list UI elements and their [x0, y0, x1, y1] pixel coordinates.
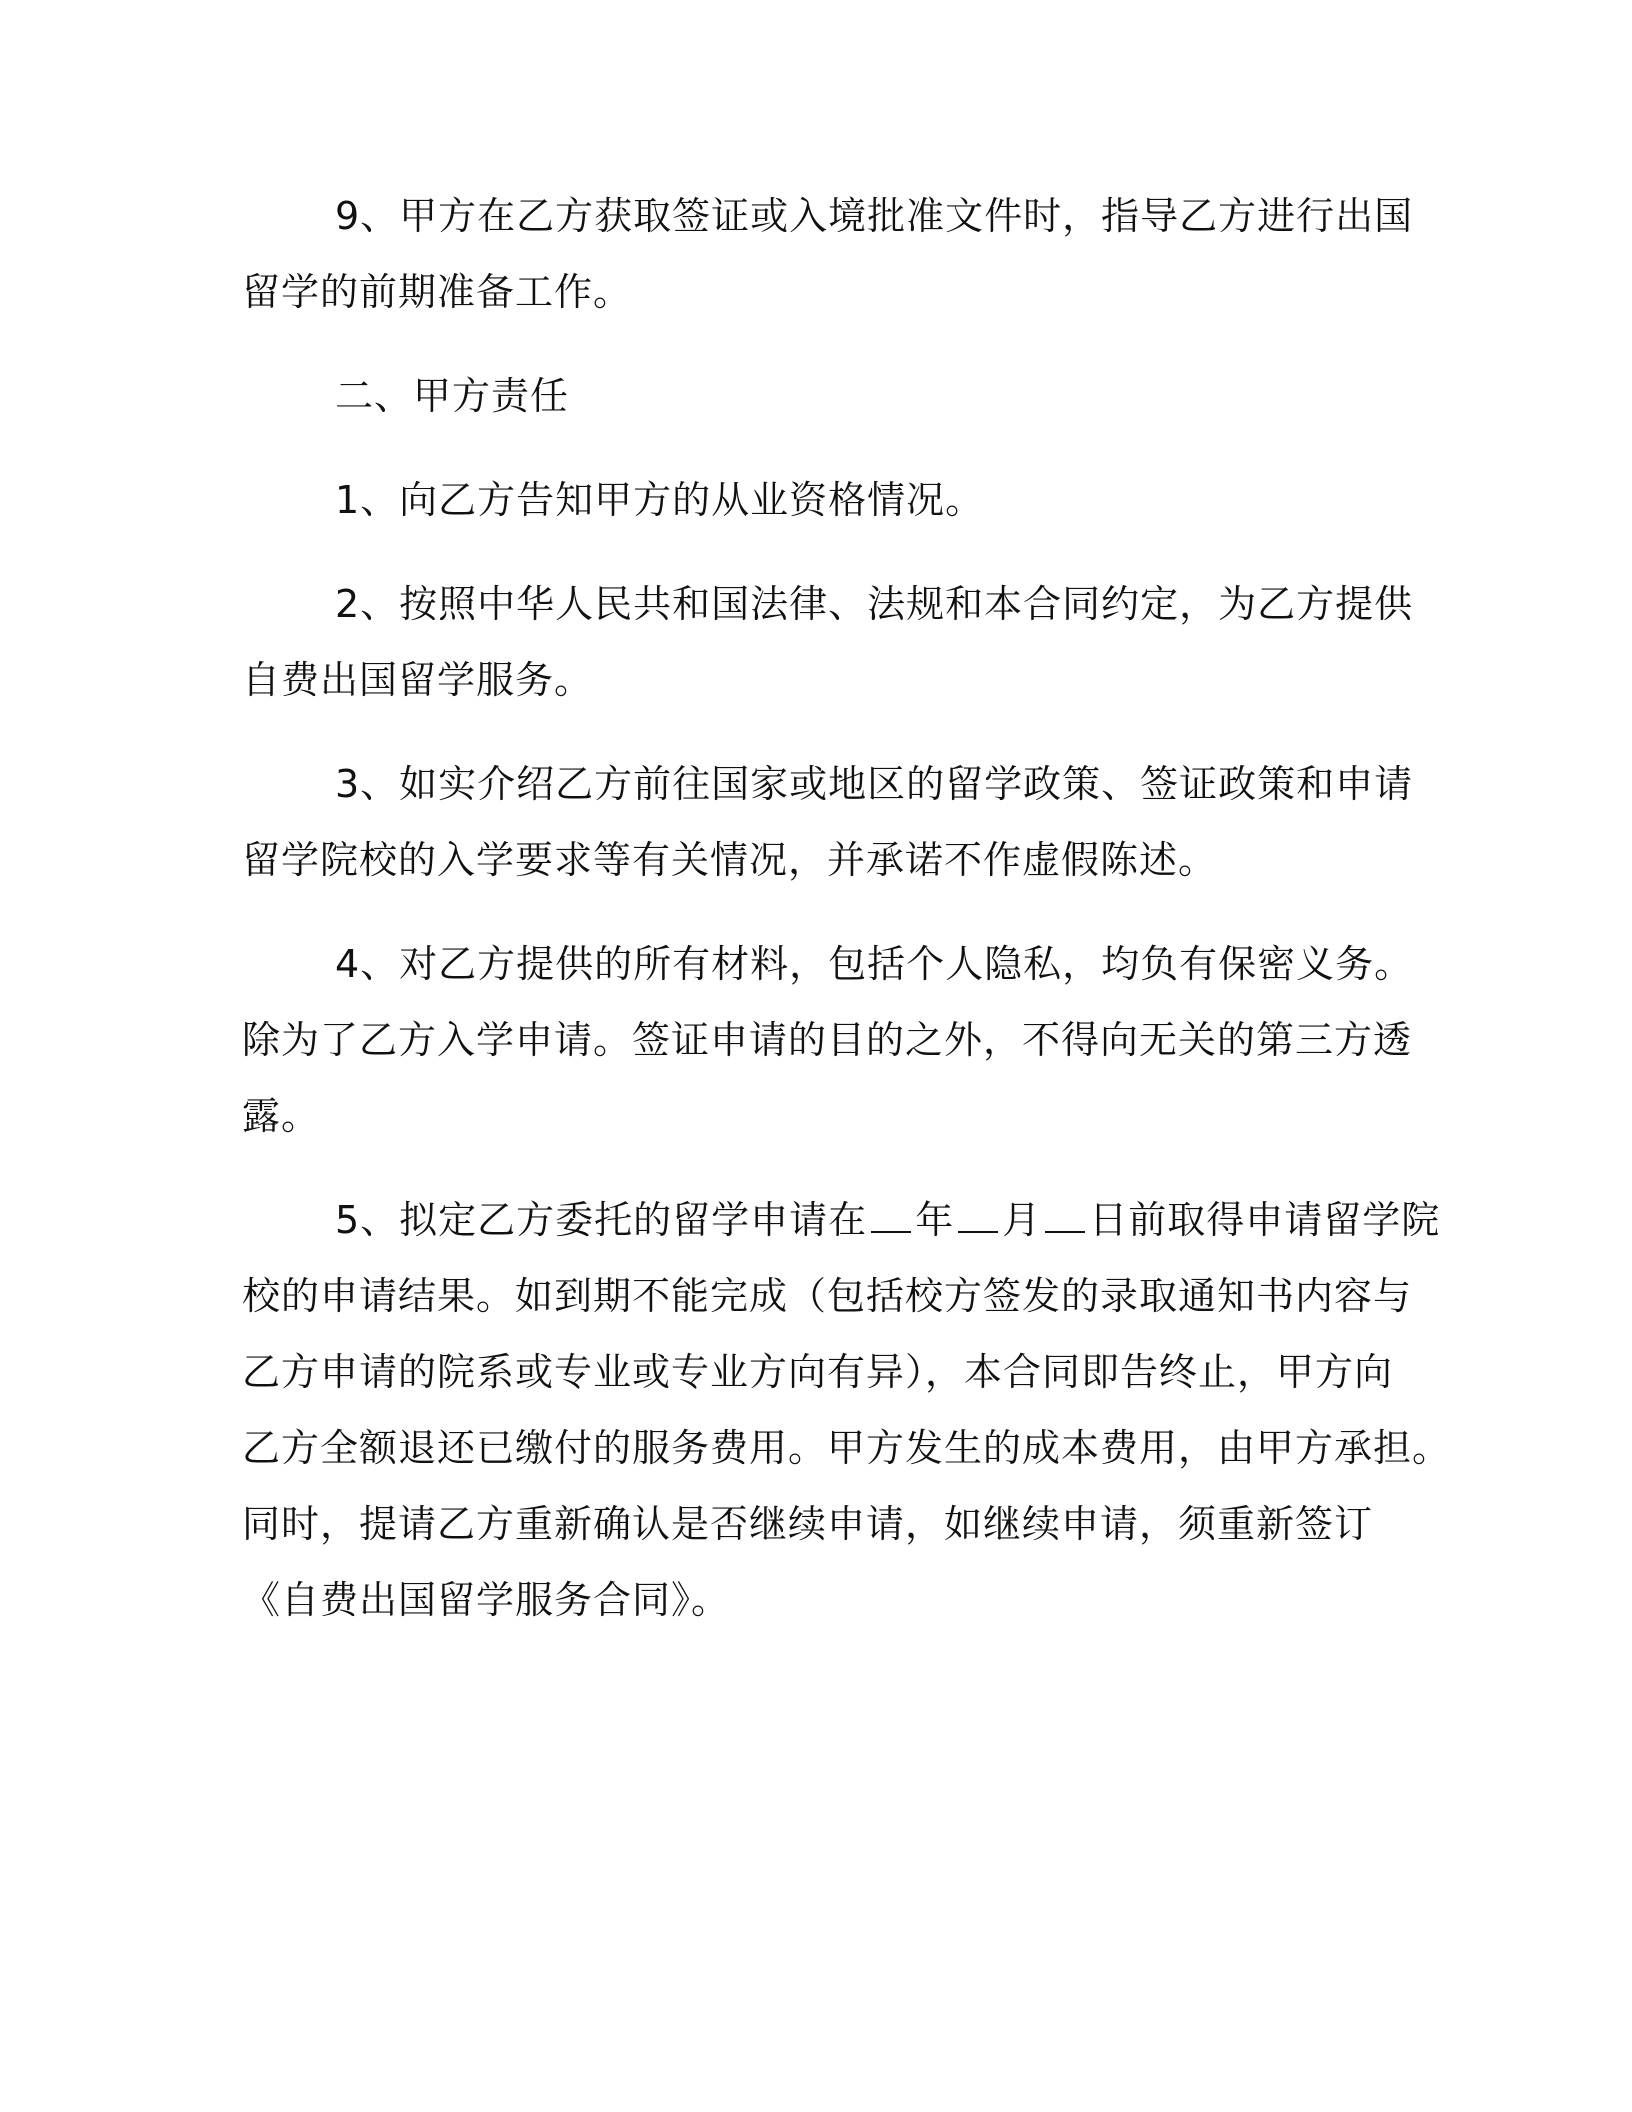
day-blank — [1045, 1197, 1085, 1233]
clause-5 — [242, 1182, 1452, 1638]
clause-5-line-6: 《自费出国留学服务合同》。 — [242, 1578, 731, 1622]
clause-5-line-3: 乙方申请的院系或专业或专业方向有异），本合同即告终止，甲方向 — [242, 1350, 1394, 1394]
clause-5-line-1 — [242, 1182, 1441, 1258]
clause-1 — [242, 462, 1390, 538]
clause-5-line-1-year: 年 — [915, 1198, 955, 1242]
section-heading — [242, 358, 1390, 434]
clause-9 — [242, 178, 1414, 330]
clause-1-line-1: 1、向乙方告知甲方的从业资格情况。 — [335, 478, 985, 522]
clause-3 — [242, 746, 1414, 898]
clause-3-line-1: 3、如实介绍乙方前往国家或地区的留学政策、签证政策和申请 — [335, 762, 1414, 806]
clause-5-line-2: 校的申请结果。如到期不能完成（包括校方签发的录取通知书内容与 — [242, 1274, 1413, 1318]
clause-3-line-2: 留学院校的入学要求等有关情况，并承诺不作虚假陈述。 — [242, 838, 1218, 882]
clause-5-line-1-part-d: 日前取得申请留学院 — [1089, 1198, 1441, 1242]
section-heading-text: 二、甲方责任 — [335, 374, 570, 418]
clause-5-line-1-part-a: 5、拟定乙方委托的留学申请在 — [335, 1198, 868, 1242]
clause-2-line-2: 自费出国留学服务。 — [242, 658, 594, 702]
clause-5-line-1-month: 月 — [1002, 1198, 1042, 1242]
clause-2 — [242, 566, 1414, 718]
clause-2-line-1: 2、按照中华人民共和国法律、法规和本合同约定，为乙方提供 — [335, 582, 1414, 626]
clause-9-line-2: 留学的前期准备工作。 — [242, 270, 633, 314]
clause-4-line-2: 除为了乙方入学申请。签证申请的目的之外，不得向无关的第三方透 — [242, 1018, 1413, 1062]
year-blank — [871, 1197, 911, 1233]
clause-4-line-1: 4、对乙方提供的所有材料，包括个人隐私，均负有保密义务。 — [335, 942, 1414, 986]
clause-5-line-4: 乙方全额退还已缴付的服务费用。甲方发生的成本费用，由甲方承担。 — [242, 1426, 1452, 1470]
clause-5-line-5: 同时，提请乙方重新确认是否继续申请，如继续申请，须重新签订 — [242, 1502, 1374, 1546]
clause-4 — [242, 926, 1414, 1154]
clause-9-line-1: 9、甲方在乙方获取签证或入境批准文件时，指导乙方进行出国 — [335, 194, 1414, 238]
month-blank — [958, 1197, 998, 1233]
clause-4-line-3: 露。 — [242, 1094, 321, 1138]
